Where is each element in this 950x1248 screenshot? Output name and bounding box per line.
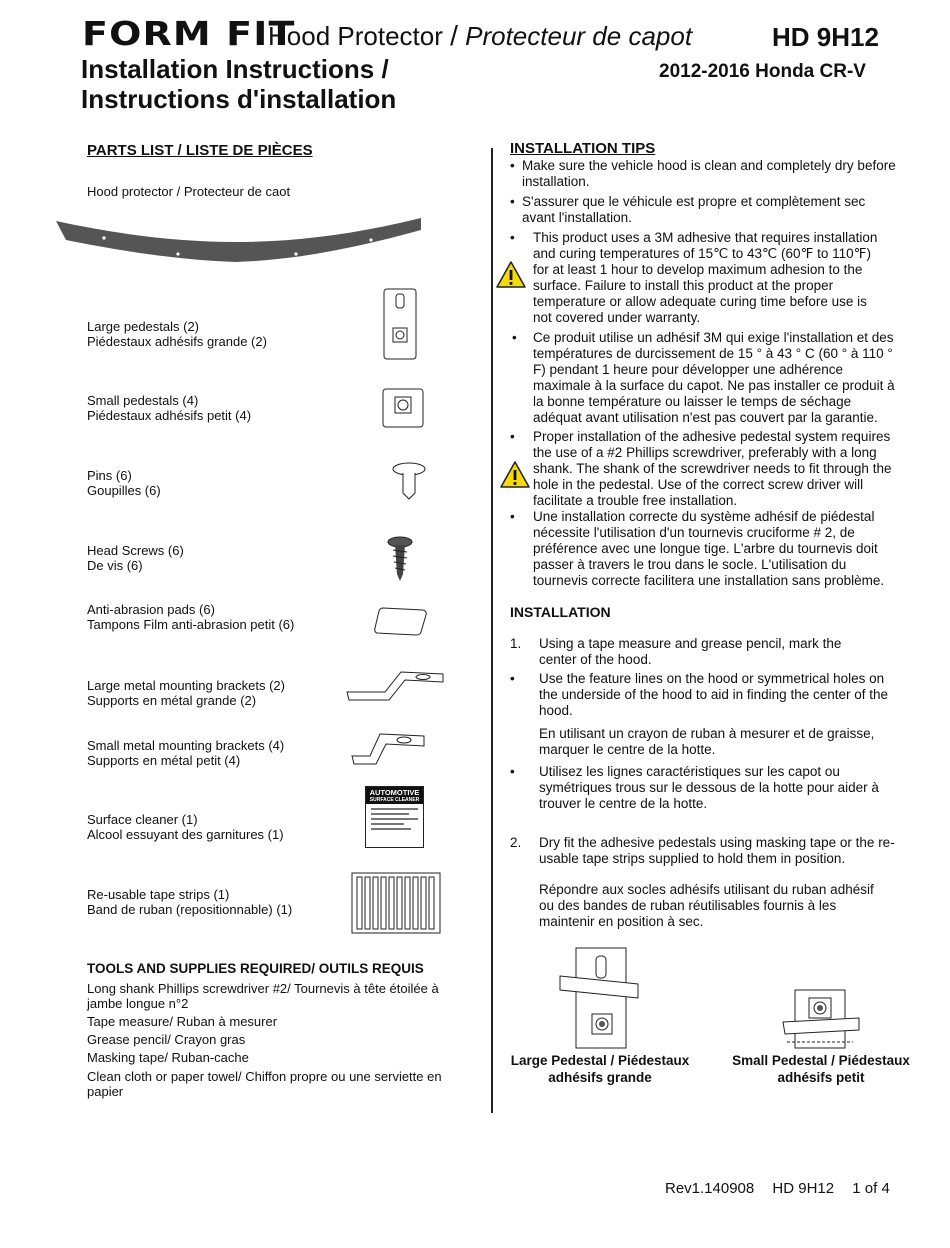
part-label-fr: Piédestaux adhésifs grande (2) xyxy=(87,334,267,349)
step-1b-text-fr: Utilisez les lignes caractéristiques sur les capot ou symétriques trous sur le dessous de la hotte pour aider à trouver le centre de la hotte. xyxy=(539,764,879,811)
part-label-en: Surface cleaner (1) xyxy=(87,812,198,827)
part-label-en: Large metal mounting brackets (2) xyxy=(87,678,285,693)
part-label-en: Large pedestals (2) xyxy=(87,319,200,334)
part-surface-cleaner xyxy=(87,812,284,842)
page-number: 1 of 4 xyxy=(852,1180,890,1197)
parts-list-title: PARTS LIST / LISTE DE PIÈCES xyxy=(87,142,313,159)
warning-icon xyxy=(496,261,526,288)
title-line-en: Installation Instructions / xyxy=(81,54,389,84)
caption-small-pedestal: Small Pedestal / Piédestaux adhésifs petit xyxy=(732,1053,910,1085)
part-label-fr: Supports en métal petit (4) xyxy=(87,753,241,768)
product-title xyxy=(268,20,692,52)
part-label-fr: Tampons Film anti-abrasion petit (6) xyxy=(87,617,295,632)
bullet: • xyxy=(510,194,515,209)
tool-item: Masking tape/ Ruban-cache xyxy=(87,1050,249,1065)
part-label-fr: Goupilles (6) xyxy=(87,483,161,498)
tip-item: This product uses a 3M adhesive that requires installation and curing temperatures of 15℃ to 43℃ (60℉ to 110℉) for at least 1 hour to develop maximum adhesion to the surface. Failure to install this product at the proper temperature or allow adequate curing time before use is not covered under warranty. xyxy=(533,230,878,325)
tip-item: Make sure the vehicle hood is clean and completely dry before installation. xyxy=(522,158,896,189)
bullet: • xyxy=(510,509,515,524)
footer-part-number: HD 9H12 xyxy=(772,1180,835,1197)
tip-item: Proper installation of the adhesive pedestal system requires the use of a #2 Phillips screwdriver, preferably with a long shank. The shank of the screwdriver needs to fit through the hole in the pedestal. Use of the correct screw driver will facilitate a trouble free installation. xyxy=(533,429,892,508)
screw-image xyxy=(387,536,413,582)
step-2-text-fr: Répondre aux socles adhésifs utilisant du ruban adhésif ou des bandes de ruban réutilisables fournis à les maintenir en position à sec. xyxy=(539,882,874,929)
page-footer xyxy=(665,1180,890,1197)
anti-abrasion-pad-image xyxy=(373,606,428,636)
part-label-en: Hood protector / Protecteur de caot xyxy=(87,184,291,199)
tip-item: Ce produit utilise un adhésif 3M qui exige l'installation et des températures de durcissement de 15 ° à 43 ° C (60 ° à 110 ° F) pendant 1 heure pour développer une adhérence maximale à la surface du capot. Ne pas installer ce produit à la bonne température ou laisser le temps de séchage adéquat avant utilisation n'est pas couvert par la garantie. xyxy=(533,330,895,425)
hood-protector-image xyxy=(56,216,426,266)
large-pedestal-taped-diagram xyxy=(560,944,640,1048)
part-label-en: Head Screws (6) xyxy=(87,543,184,558)
tool-item: Tape measure/ Ruban à mesurer xyxy=(87,1014,278,1029)
part-label-en: Small metal mounting brackets (4) xyxy=(87,738,285,753)
part-label-en: Anti-abrasion pads (6) xyxy=(87,602,215,617)
bullet: • xyxy=(510,230,515,245)
part-hood-protector xyxy=(87,184,290,199)
revision: Rev1.140908 xyxy=(665,1180,755,1197)
tool-item: Clean cloth or paper towel/ Chiffon propre ou une serviette en papier xyxy=(87,1069,442,1099)
title-slash: / xyxy=(450,20,458,51)
part-number: HD 9H12 xyxy=(772,22,879,52)
bullet: • xyxy=(510,429,515,444)
title-line-fr: Instructions d'installation xyxy=(81,84,397,114)
tips-title: INSTALLATION TIPS xyxy=(510,140,656,157)
bullet: • xyxy=(510,158,515,173)
part-anti-abrasion-pads xyxy=(87,602,294,632)
step-number: 1. xyxy=(510,636,522,651)
step-1-text-fr: En utilisant un crayon de ruban à mesurer et de graisse, marquer le centre de la hotte. xyxy=(539,726,875,757)
tool-item: Long shank Phillips screwdriver #2/ Tournevis à tête étoilée à jambe longue n°2 xyxy=(87,981,439,1011)
tip-item: S'assurer que le véhicule est propre et complètement sec avant l'installation. xyxy=(522,194,866,225)
part-tape-strips xyxy=(87,887,292,917)
bullet: • xyxy=(510,764,515,779)
step-number: 2. xyxy=(510,835,522,850)
small-pedestal-image xyxy=(382,388,424,428)
installation-title: INSTALLATION xyxy=(510,604,611,620)
part-head-screws xyxy=(87,543,184,573)
cleaner-fine-print xyxy=(371,808,418,830)
part-label-fr: De vis (6) xyxy=(87,558,143,573)
tip-item: Une installation correcte du système adhésif de piédestal nécessite l'utilisation d'un tournevis cruciforme # 2, de préférence avec une longue tige. L'arbre du tournevis doit passer à travers le trou dans le socle. L'utilisation du tournevis correcte facilitera une installation sans problème. xyxy=(533,509,885,588)
tools-title: TOOLS AND SUPPLIES REQUIRED/ OUTILS REQUIS xyxy=(87,961,424,976)
bullet: • xyxy=(510,671,515,686)
warning-icon xyxy=(500,461,530,488)
part-label-fr: Supports en métal grande (2) xyxy=(87,693,257,708)
large-bracket-image xyxy=(345,668,445,710)
step-1-text: Using a tape measure and grease pencil, mark the center of the hood. xyxy=(539,636,842,667)
part-label-en: Pins (6) xyxy=(87,468,132,483)
bullet: • xyxy=(512,330,517,345)
step-2-text: Dry fit the adhesive pedestals using masking tape or the re-usable tape strips supplied to hold them in position. xyxy=(539,835,895,866)
step-1b-text: Use the feature lines on the hood or symmetrical holes on the underside of the hood to aid in finding the center of the hood. xyxy=(539,671,889,718)
document-title xyxy=(81,54,396,114)
part-label-fr: Piédestaux adhésifs petit (4) xyxy=(87,408,252,423)
product-name-fr: Protecteur de capot xyxy=(465,21,693,51)
column-divider xyxy=(491,148,493,1113)
large-pedestal-image xyxy=(383,288,417,360)
part-pins xyxy=(87,468,161,498)
brand-logo: FORM FIT xyxy=(82,14,296,53)
cleaner-label-title: AUTOMOTIVE xyxy=(366,787,423,797)
part-label-fr: Alcool essuyant des garnitures (1) xyxy=(87,827,284,842)
product-name-en: Hood Protector xyxy=(268,21,443,51)
part-label-fr: Band de ruban (repositionnable) (1) xyxy=(87,902,293,917)
small-bracket-image xyxy=(350,730,426,770)
part-label-en: Re-usable tape strips (1) xyxy=(87,887,230,902)
part-large-pedestals xyxy=(87,319,267,349)
surface-cleaner-image xyxy=(365,786,424,848)
tape-strips-image xyxy=(351,872,441,934)
tool-item: Grease pencil/ Crayon gras xyxy=(87,1032,246,1047)
small-pedestal-taped-diagram xyxy=(783,988,861,1050)
vehicle-fitment: 2012-2016 Honda CR-V xyxy=(659,61,866,82)
part-large-brackets xyxy=(87,678,285,708)
part-label-en: Small pedestals (4) xyxy=(87,393,199,408)
part-small-pedestals xyxy=(87,393,251,423)
pin-image xyxy=(391,461,427,501)
cleaner-label-subtitle: SURFACE CLEANER xyxy=(366,797,423,804)
part-small-brackets xyxy=(87,738,284,768)
caption-large-pedestal: Large Pedestal / Piédestaux adhésifs grande xyxy=(510,1053,690,1085)
